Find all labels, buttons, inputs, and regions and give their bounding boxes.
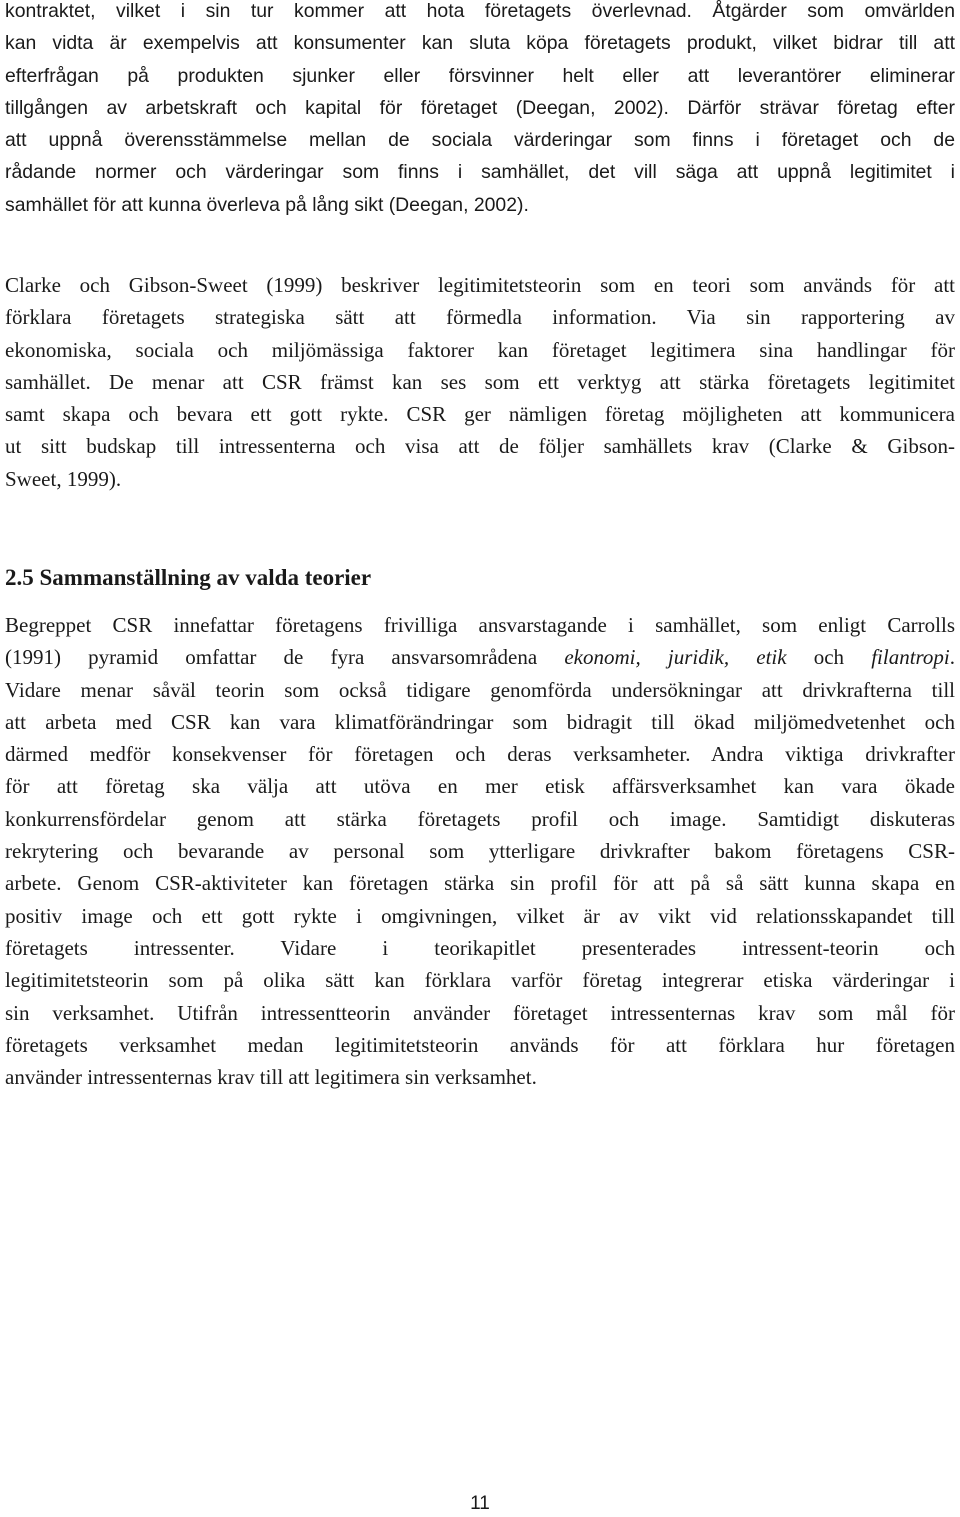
text-line: samt skapa och bevara ett gott rykte. CSR ger nämligen företag möjligheten att kommunicera (5, 402, 955, 427)
text-line: rådande normer och värderingar som finns i samhället, det vill säga att uppnå legitimitet i (5, 161, 955, 184)
text-line: samhället för att kunna överleva på lång sikt (Deegan, 2002). (5, 193, 529, 216)
text-line: sin verksamhet. Utifrån intressentteorin använder företaget intressenternas krav som mål för (5, 1000, 955, 1025)
text-line: att arbeta med CSR kan vara klimatförändringar som bidragit till ökad miljömedvetenhet och (5, 709, 955, 734)
text-line: Vidare menar såväl teorin som också tidigare genomförda undersökningar att drivkrafterna till (5, 677, 955, 702)
text-line: därmed medför konsekvenser för företagen och deras verksamheter. Andra viktiga drivkrafter (5, 742, 955, 767)
text-line: kontraktet, vilket i sin tur kommer att hota företagets överlevnad. Åtgärder som omvärlden (5, 0, 955, 22)
text-line: konkurrensfördelar genom att stärka företagets profil och image. Samtidigt diskuteras (5, 806, 955, 831)
text-line: efterfrågan på produkten sjunker eller försvinner helt eller att leverantörer eliminerar (5, 64, 955, 87)
section-heading: 2.5 Sammanställning av valda teorier (5, 565, 372, 590)
text-line: Begreppet CSR innefattar företagens frivilliga ansvarstagande i samhället, som enligt Carrolls (5, 613, 955, 637)
text-run: och (786, 645, 872, 670)
text-line: rekrytering och bevarande av personal som ytterligare drivkrafter bakom företagens CSR- (5, 839, 955, 864)
text-line: att uppnå överensstämmelse mellan de sociala värderingar som finns i företaget och de (5, 129, 955, 152)
text-line: tillgången av arbetskraft och kapital för företaget (Deegan, 2002). Därför strävar företag efter (5, 96, 955, 119)
text-line: kan vidta är exempelvis att konsumenter kan sluta köpa företagets produkt, vilket bidrar till att (5, 32, 955, 55)
text-line: Clarke och Gibson-Sweet (1999) beskriver legitimitetsteorin som en teori som används för att (5, 273, 955, 297)
text-line-with-emphasis (5, 641, 955, 673)
text-line: samhället. De menar att CSR främst kan ses som ett verktyg att stärka företagets legitimitet (5, 369, 955, 394)
emphasis-responsibility-areas: ekonomi, juridik, etik (564, 645, 787, 670)
text-run: . (949, 645, 956, 670)
text-line: positiv image och ett gott rykte i omgivningen, vilket är av vikt vid relationsskapandet till (5, 903, 955, 928)
emphasis-philanthropy: filantropi (871, 645, 950, 670)
text-line: för att företag ska välja att utöva en mer etisk affärsverksamhet kan vara ökade (5, 774, 955, 799)
text-line: förklara företagets strategiska sätt att förmedla information. Via sin rapportering av (5, 305, 955, 330)
text-line: legitimitetsteorin som på olika sätt kan förklara varför företag integrerar etiska värderingar i (5, 968, 955, 993)
text-line: ut sitt budskap till intressenterna och visa att de följer samhällets krav (Clarke & Gibson- (5, 434, 955, 459)
paragraph-summary (5, 609, 955, 1093)
page-number: 11 (470, 1493, 490, 1514)
text-line: arbete. Genom CSR-aktiviteter kan företagen stärka sin profil för att på så sätt kunna skapa en (5, 871, 955, 896)
paragraph-legitimacy-continuation (5, 0, 955, 221)
text-run: (1991) pyramid omfattar de fyra ansvarsområdena (5, 645, 565, 670)
text-line: Sweet, 1999). (5, 466, 122, 491)
text-line: använder intressenternas krav till att legitimera sin verksamhet. (5, 1065, 537, 1090)
text-line: företagets verksamhet medan legitimitetsteorin används för att förklara hur företagen (5, 1032, 955, 1057)
text-line: företagets intressenter. Vidare i teorikapitlet presenterades intressent-teorin och (5, 935, 955, 960)
text-line: ekonomiska, sociala och miljömässiga faktorer kan företaget legitimera sina handlingar för (5, 337, 955, 362)
paragraph-clarke-gibson-sweet (5, 269, 955, 495)
